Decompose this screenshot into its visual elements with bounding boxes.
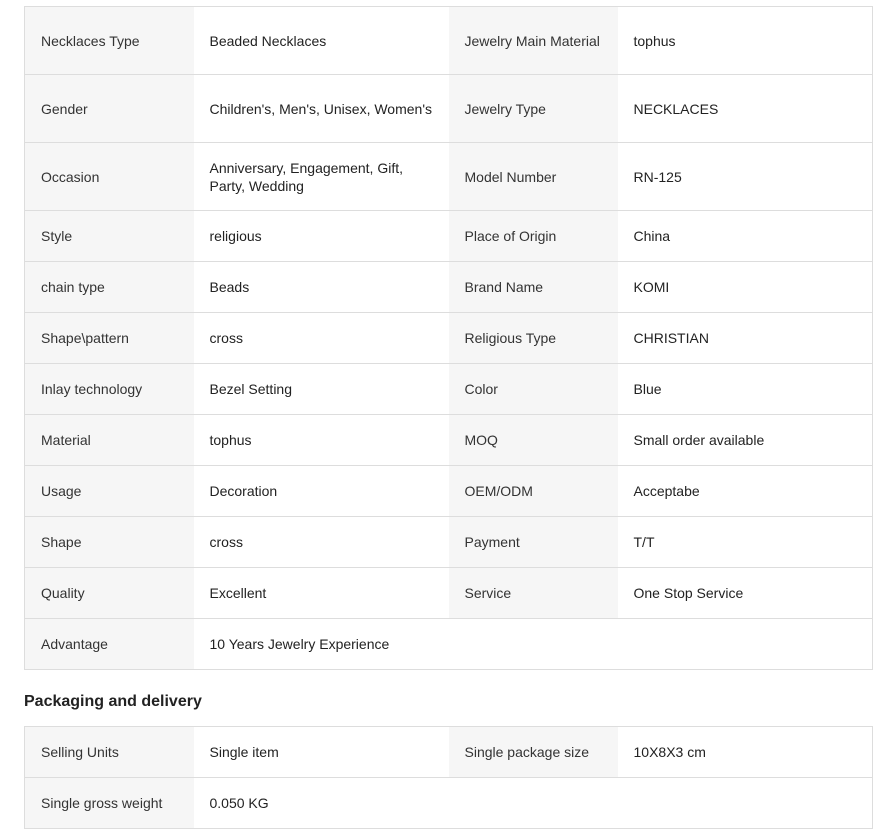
table-row	[25, 778, 873, 829]
attribute-key: Quality	[25, 568, 194, 619]
table-row	[25, 7, 873, 75]
packaging-table	[24, 726, 873, 829]
attribute-value: Beads	[194, 262, 449, 313]
attribute-key: Inlay technology	[25, 364, 194, 415]
attribute-value: Excellent	[194, 568, 449, 619]
table-row	[25, 568, 873, 619]
attribute-value: RN-125	[618, 143, 873, 211]
attribute-key: MOQ	[449, 415, 618, 466]
attribute-key: Occasion	[25, 143, 194, 211]
attribute-key: Jewelry Main Material	[449, 7, 618, 75]
section-title-packaging: Packaging and delivery	[24, 693, 202, 710]
attribute-key: Material	[25, 415, 194, 466]
attribute-key: Jewelry Type	[449, 75, 618, 143]
attribute-key: Usage	[25, 466, 194, 517]
attribute-value	[618, 619, 873, 670]
table-row	[25, 211, 873, 262]
attribute-key: Gender	[25, 75, 194, 143]
attribute-value: One Stop Service	[618, 568, 873, 619]
table-row	[25, 364, 873, 415]
attribute-value: Acceptabe	[618, 466, 873, 517]
attribute-key: Necklaces Type	[25, 7, 194, 75]
attribute-value: 0.050 KG	[194, 778, 449, 829]
attribute-key: Shape\pattern	[25, 313, 194, 364]
attribute-key: Advantage	[25, 619, 194, 670]
attribute-key: Single gross weight	[25, 778, 194, 829]
attribute-key: Place of Origin	[449, 211, 618, 262]
attribute-key: Payment	[449, 517, 618, 568]
attribute-value: tophus	[618, 7, 873, 75]
attribute-value: NECKLACES	[618, 75, 873, 143]
table-row	[25, 415, 873, 466]
attribute-value: Small order available	[618, 415, 873, 466]
table-row	[25, 517, 873, 568]
attribute-value: KOMI	[618, 262, 873, 313]
attribute-value: tophus	[194, 415, 449, 466]
attribute-key: Religious Type	[449, 313, 618, 364]
attribute-key: chain type	[25, 262, 194, 313]
attribute-key: Color	[449, 364, 618, 415]
attribute-value: Beaded Necklaces	[194, 7, 449, 75]
attribute-key: Service	[449, 568, 618, 619]
attribute-value: Children's, Men's, Unisex, Women's	[194, 75, 449, 143]
attributes-table	[24, 6, 873, 670]
attribute-value: Bezel Setting	[194, 364, 449, 415]
table-row	[25, 727, 873, 778]
attribute-value: China	[618, 211, 873, 262]
attribute-value: Single item	[194, 727, 449, 778]
table-row	[25, 619, 873, 670]
attribute-key	[449, 619, 618, 670]
attribute-value: T/T	[618, 517, 873, 568]
attribute-value: Anniversary, Engagement, Gift, Party, Wedding	[194, 143, 449, 211]
attribute-key: Selling Units	[25, 727, 194, 778]
attribute-key	[449, 778, 618, 829]
table-row	[25, 313, 873, 364]
attribute-key: OEM/ODM	[449, 466, 618, 517]
attribute-key: Shape	[25, 517, 194, 568]
table-row	[25, 466, 873, 517]
attribute-value	[618, 778, 873, 829]
attribute-value: Decoration	[194, 466, 449, 517]
table-row	[25, 143, 873, 211]
attribute-value: Blue	[618, 364, 873, 415]
attribute-value: cross	[194, 517, 449, 568]
attribute-value: 10X8X3 cm	[618, 727, 873, 778]
attribute-key: Model Number	[449, 143, 618, 211]
attribute-value: religious	[194, 211, 449, 262]
attribute-key: Brand Name	[449, 262, 618, 313]
attribute-value: 10 Years Jewelry Experience	[194, 619, 449, 670]
attribute-value: cross	[194, 313, 449, 364]
attribute-value: CHRISTIAN	[618, 313, 873, 364]
attribute-key: Style	[25, 211, 194, 262]
table-row	[25, 75, 873, 143]
attribute-key: Single package size	[449, 727, 618, 778]
table-row	[25, 262, 873, 313]
